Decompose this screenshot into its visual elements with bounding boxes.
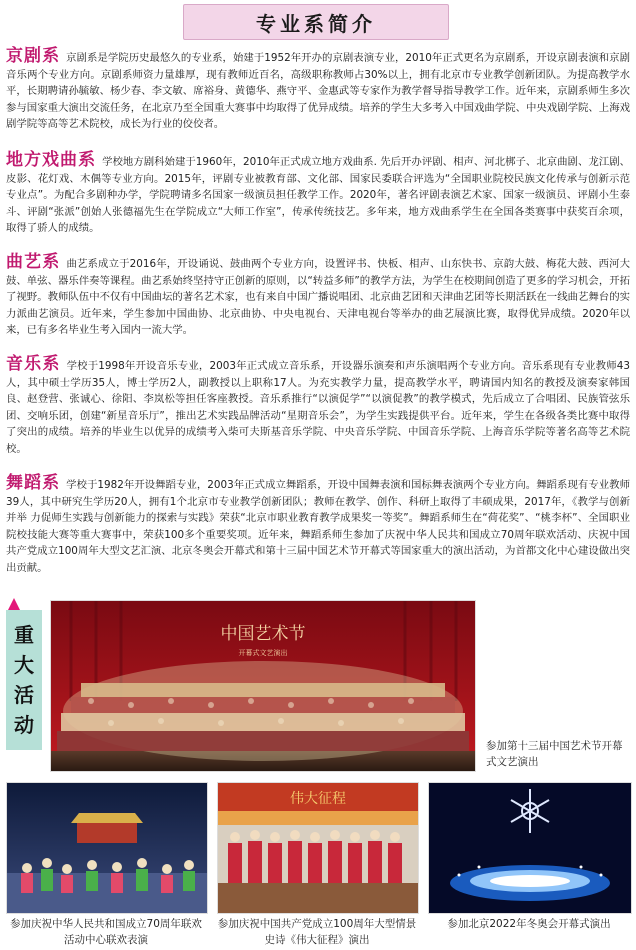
dept-yinyue <box>6 356 630 457</box>
dept-name: 舞蹈系 <box>6 473 61 493</box>
dept-name: 地方戏曲系 <box>6 150 97 170</box>
dept-text: 学校于1982年开设舞蹈专业，2003年正式成立舞蹈系，开设中国舞表演和国标舞表演两个专业方向。舞蹈系现有专业教师39人，其中研究生学历20人，拥有1个北京市专业教学创新团队；教师在教学、创作、科研上取得了丰硕成果，2017年，《教学与创新并举 力促师生实践与创新能力的探索与实践》荣获“北京市职业教育教学成果奖一等奖”。舞蹈系师生在“荷花奖”、“桃李杯”、全国职业院校技能大赛等重大赛事中，荣获100多个重要奖项。近年来，舞蹈系师生参加了庆祝中华人民共和国成立70周年联欢活动、庆祝中国共产党成立100周年大型文艺汇演、北京冬奥会开幕式和第十三届中国艺术节开幕式等国家重大的演出活动，为首都文化中心建设做出突出贡献。 <box>6 479 631 574</box>
caption-party-centennial: 参加庆祝中国共产党成立100周年大型情景史诗《伟大征程》演出 <box>217 918 417 946</box>
caption-art-festival: 参加第十三届中国艺术节开幕式文艺演出 <box>486 740 623 768</box>
winter-olympics-photo <box>428 782 632 914</box>
dept-difangxiqu <box>6 152 630 237</box>
dept-name: 京剧系 <box>6 46 61 66</box>
dept-text: 京剧系是学院历史最悠久的专业系，始建于1952年开办的京剧表演专业，2010年正式更名为京剧系，开设京剧表演和京剧音乐两个专业方向。京剧系师资力量雄厚，现有教师近百名，高级职称教师占30%以上，拥有北京市专业教学创新团队。为提高教学水平，长期聘请孙毓敏、杨少春、李文敏、席裕身、黄德华、燕守平、金惠武等专家作为教学督导指导教学工作。近年来，京剧系师生多次参与国家重大演出交流任务，在北京乃至全国重大赛事中均取得了优异成绩。培养的学生大多考入中国戏曲学院、中央戏剧学院、上海戏剧学院等高等艺术院校，成长为行业的佼佼者。 <box>6 52 631 130</box>
dept-quyi <box>6 254 630 339</box>
dept-name: 曲艺系 <box>6 252 61 272</box>
dept-text: 学校地方剧科始建于1960年，2010年正式成立地方戏曲系. 先后开办评剧、相声、河北梆子、北京曲剧、龙江剧、皮影、花灯戏、木偶等专业方向。2015年，评剧专业被教育部、文化部、国家民委联合评选为“全国职业院校民族文化传承与创新示范专业点”。为配合多剧种办学，学院聘请多名国家一级演员担任教学工作。2020年，著名评剧表演艺术家、国家一级演员、评剧小生泰斗、评剧“张派”创始人张德福先生在学院成立“大师工作室”，传承传统技艺。多年来，地方戏曲系学生在全国各类赛事中获奖百余项，取得了骄人的成绩。 <box>6 156 630 234</box>
banner-subtitle: 开幕式文艺演出 <box>238 649 288 657</box>
dept-jingju <box>6 48 630 133</box>
page-title: 专业系简介 <box>183 4 449 40</box>
national-day-photo <box>6 782 208 914</box>
dept-wudao <box>6 475 630 576</box>
party-centennial-photo <box>217 782 419 914</box>
dept-name: 音乐系 <box>6 354 61 374</box>
dept-text: 学校于1998年开设音乐专业，2003年正式成立音乐系，开设器乐演奏和声乐演唱两个专业方向。音乐系现有专业教师43人，其中硕士学历35人，博士学历2人，副教授以上职称17人。为充实教学力量，提高教学水平，聘请国内知名的教授及演奏家韩国良、赵登营、张诚心、徐阳、李岚松等担任客座教授。音乐系推行“以演促学”“以演促教”的教学模式，先后成立了合唱团、民族管弦乐团、交响乐团，创建“新星音乐厅”，推出艺术实践品牌活动“星期音乐会”，为学生实践提供平台。近年来，学生在各级各类比赛中取得了突出的成绩。培养的毕业生以优异的成绩考入柴可夫斯基音乐学院、中央音乐学院、中国音乐学院、上海音乐学院等著名高等艺术院校。 <box>6 360 631 455</box>
activities-section-title: 重 大 活 动 <box>6 610 42 750</box>
svg-text:伟大征程: 伟大征程 <box>290 791 346 807</box>
caption-national-day: 参加庆祝中华人民共和国成立70周年联欢活动中心联欢表演 <box>10 918 202 946</box>
banner-title: 中国艺术节 <box>220 624 306 644</box>
art-festival-photo <box>50 600 476 772</box>
caption-winter-olympics: 参加北京2022年冬奥会开幕式演出 <box>447 918 611 930</box>
dept-text: 曲艺系成立于2016年，开设诵说、鼓曲两个专业方向，设置评书、快板、相声、山东快书、京韵大鼓、梅花大鼓、西河大鼓、单弦、器乐伴奏等课程。曲艺系始终坚持守正创新的原则，以“转益多师”的教学方法，为学生在校期间创造了更多的学习机会，开拓了视野。教师队伍中不仅有中国曲坛的著名艺术家，也有来自中国广播说唱团、北京曲艺团和天津曲艺团等长期活跃在一线曲艺舞台的实力派曲艺演员。近年来，学生参加中国曲协、北京曲协、中央电视台、天津电视台等举办的曲艺展演比赛，取得优异成绩。2020年以来，已有多名毕业生考入国内一流大学。 <box>6 258 630 336</box>
